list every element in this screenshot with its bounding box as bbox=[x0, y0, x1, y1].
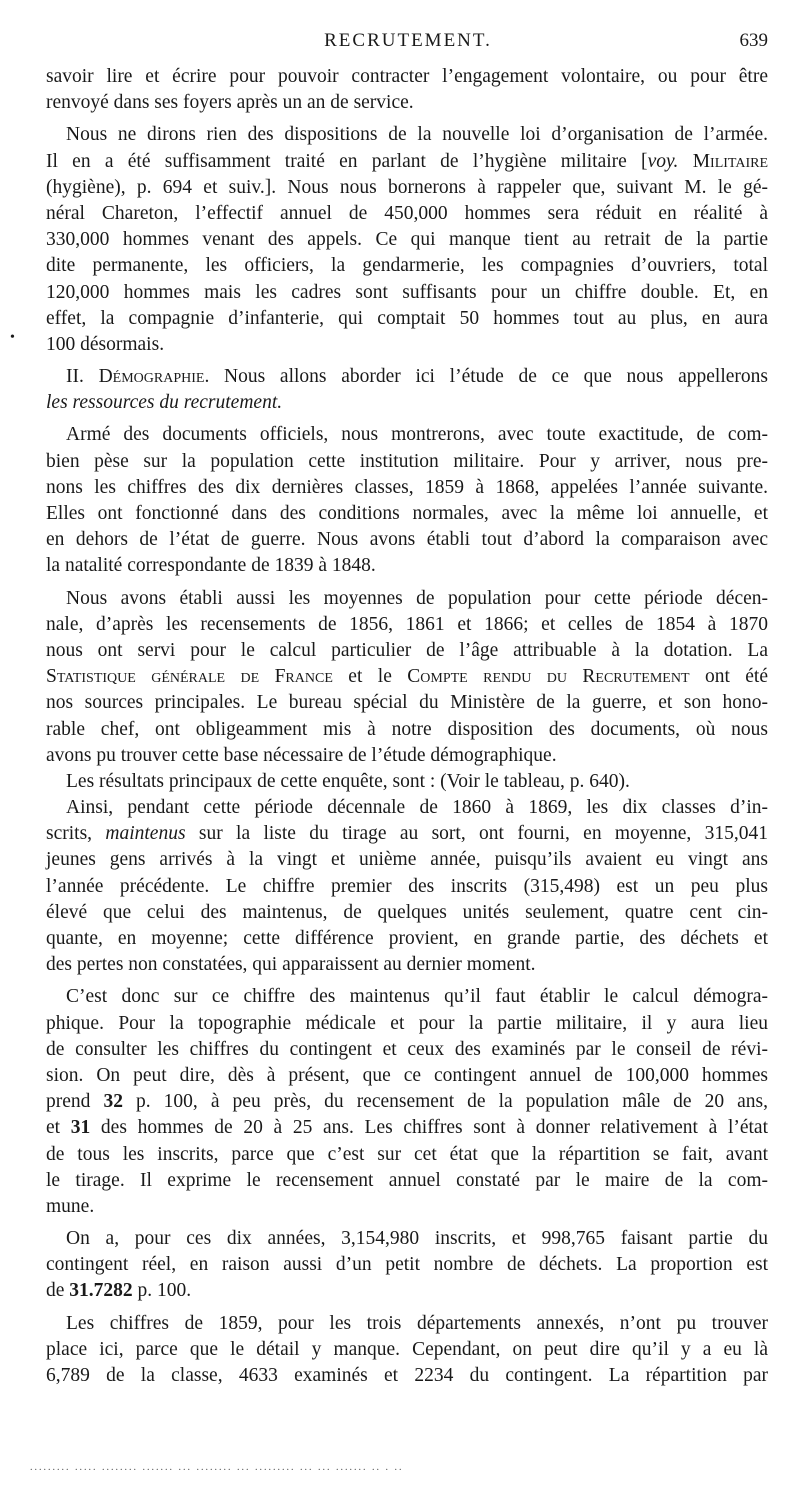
text-line bbox=[46, 306, 768, 332]
running-title: RECRUTEMENT. bbox=[324, 30, 492, 51]
text-segment: (hygiène), p. 694 et suiv.]. Nous nous bornerons à rappeler que, suivant M. le gé- bbox=[46, 176, 768, 198]
text-segment: le tirage. Il exprime le recensement annuel constaté par le maire de la com- bbox=[46, 1169, 768, 1191]
text-segment: et bbox=[46, 1117, 71, 1139]
text-line bbox=[46, 122, 768, 148]
text-line bbox=[46, 1311, 768, 1337]
text-segment: scrits, bbox=[46, 823, 106, 845]
text-segment: et le bbox=[332, 666, 408, 688]
text-segment: p. 100, à peu près, du recensement de la population mâle de 20 ans, bbox=[122, 1091, 769, 1113]
text-segment: contingent réel, en raison aussi d’un petit nombre de déchets. La proportion est bbox=[46, 1254, 768, 1276]
text-segment: phique. Pour la topographie médicale et pour la partie militaire, il y aura lieu bbox=[46, 1012, 768, 1034]
text-segment: nos sources principales. Le bureau spécial du Ministère de la guerre, et son hono- bbox=[46, 692, 768, 714]
text-line bbox=[46, 475, 768, 501]
text-line bbox=[46, 149, 768, 175]
text-line bbox=[46, 1011, 768, 1037]
text-line bbox=[46, 1037, 768, 1063]
text-segment: en dehors de l’état de guerre. Nous avons établi tout d’abord la comparaison avec bbox=[46, 529, 768, 551]
text-line bbox=[46, 795, 768, 821]
text-segment: voy. bbox=[647, 150, 679, 172]
text-segment: des pertes non constatées, qui apparaissent au dernier moment. bbox=[46, 954, 536, 976]
text-segment: sion. On peut dire, dès à présent, que ce contingent annuel de 100,000 hommes bbox=[46, 1064, 768, 1086]
text-segment: Les résultats principaux de cette enquête, sont : (Voir le tableau, p. 640). bbox=[66, 770, 630, 792]
text-segment bbox=[678, 151, 692, 172]
text-line bbox=[46, 1252, 768, 1278]
running-head bbox=[46, 30, 770, 56]
text-segment: prend bbox=[46, 1091, 104, 1113]
text-line bbox=[46, 332, 768, 358]
text-segment: Il en a été suffisamment traité en parlant de l’hygiène militaire [ bbox=[46, 150, 648, 172]
text-segment: Nous avons établi aussi les moyennes de population pour cette période décen- bbox=[66, 587, 768, 609]
text-line bbox=[46, 874, 768, 900]
text-line bbox=[46, 1115, 768, 1141]
text-segment: 6,789 de la classe, 4633 examinés et 2234 du contingent. La répartition par bbox=[46, 1365, 768, 1386]
text-line bbox=[46, 1363, 768, 1389]
text-segment: Armé des documents officiels, nous montrerons, avec toute exactitude, de com- bbox=[66, 424, 768, 446]
text-segment: effet, la compagnie d’infanterie, qui comptait 50 hommes tout au plus, en aura bbox=[46, 307, 768, 329]
text-segment: de bbox=[46, 1280, 70, 1302]
text-line bbox=[46, 64, 768, 90]
text-segment: l’année précédente. Le chiffre premier des inscrits (315,498) est un peu plus bbox=[46, 875, 768, 897]
text-line bbox=[46, 527, 768, 553]
text-line bbox=[46, 280, 768, 306]
text-line bbox=[46, 664, 768, 690]
text-line bbox=[46, 821, 768, 847]
text-line bbox=[46, 449, 768, 475]
text-segment: p. 100. bbox=[132, 1280, 192, 1302]
text-line bbox=[46, 717, 768, 743]
text-segment: jeunes gens arrivés à la vingt et unième année, puisqu’ils avaient eu vingt ans bbox=[46, 849, 768, 871]
text-line bbox=[46, 553, 768, 579]
text-segment: 120,000 hommes mais les cadres sont suffisants pour un chiffre double. Et, en bbox=[46, 281, 768, 303]
text-segment: 330,000 hommes venant des appels. Ce qui manque tient au retrait de la partie bbox=[46, 229, 768, 251]
text-segment: Statistique générale de France bbox=[46, 666, 333, 688]
text-segment: Nous ne dirons rien des dispositions de la nouvelle loi d’organisation de l’armée. bbox=[66, 124, 768, 146]
text-line bbox=[46, 253, 768, 279]
body-text bbox=[46, 64, 768, 1389]
text-line bbox=[46, 984, 768, 1010]
text-line bbox=[46, 769, 768, 795]
text-segment: 100 désormais. bbox=[46, 333, 165, 355]
text-line bbox=[46, 1168, 768, 1194]
text-segment: On a, pour ces dix années, 3,154,980 inscrits, et 998,765 faisant partie du bbox=[66, 1228, 768, 1250]
text-segment: nous ont servi pour le calcul particulier de l’âge attribuable à la dotation. La bbox=[46, 639, 768, 661]
text-segment: dite permanente, les officiers, la gendarmerie, les compagnies d’ouvriers, total bbox=[46, 255, 768, 277]
text-segment: savoir lire et écrire pour pouvoir contracter l’engagement volontaire, ou pour être bbox=[46, 66, 768, 87]
text-segment: 31 bbox=[70, 1117, 91, 1139]
text-segment: Les chiffres de 1859, pour les trois départements annexés, n’ont pu trouver bbox=[66, 1312, 768, 1334]
text-line bbox=[46, 743, 768, 769]
text-segment: avons pu trouver cette base nécessaire de l’étude démographique. bbox=[46, 744, 557, 766]
text-line bbox=[46, 1226, 768, 1252]
text-line bbox=[46, 422, 768, 448]
text-segment: de consulter les chiffres du contingent et ceux des examinés par le conseil de révi- bbox=[46, 1038, 768, 1060]
text-segment: la natalité correspondante de 1839 à 1848. bbox=[46, 555, 376, 577]
text-line bbox=[46, 847, 768, 873]
text-line bbox=[46, 586, 768, 612]
text-segment: Nous allons aborder ici l’étude de ce que nous appellerons bbox=[209, 366, 768, 388]
text-segment: 31.7282 bbox=[69, 1280, 133, 1302]
text-line bbox=[46, 900, 768, 926]
margin-mark: • bbox=[10, 330, 15, 345]
text-segment: Démographie. bbox=[98, 366, 210, 388]
text-line bbox=[46, 1063, 768, 1089]
text-line bbox=[46, 364, 768, 390]
text-segment: Compte rendu du Recrutement bbox=[407, 666, 690, 688]
text-line bbox=[46, 690, 768, 716]
text-segment: sur la liste du tirage au sort, ont fourni, en moyenne, 315,041 bbox=[185, 823, 768, 845]
text-segment: néral Chareton, l’effectif annuel de 450,000 hommes sera réduit en réalité à bbox=[46, 202, 768, 224]
text-line bbox=[46, 390, 768, 416]
text-segment: 32 bbox=[103, 1091, 123, 1113]
text-segment: place ici, parce que le détail y manque. Cependant, on peut dire qu’il y a eu là bbox=[46, 1338, 768, 1360]
text-line bbox=[46, 1142, 768, 1168]
text-line bbox=[46, 612, 768, 638]
text-line bbox=[46, 952, 768, 978]
text-segment: quante, en moyenne; cette différence provient, en grande partie, des déchets et bbox=[46, 928, 768, 949]
text-segment: Militaire bbox=[692, 150, 768, 172]
text-segment: élevé que celui des maintenus, de quelques unités seulement, quatre cent cin- bbox=[46, 901, 768, 923]
footer-dots: ......... ..... ........ ....... ... ........ ... ......... ... ... ....... .. . .. bbox=[30, 1462, 404, 1473]
text-segment: maintenus bbox=[105, 823, 186, 845]
text-segment: rable chef, ont obligeamment mis à notre disposition des documents, où nous bbox=[46, 718, 768, 740]
text-segment: C’est donc sur ce chiffre des maintenus qu’il faut établir le calcul démogra- bbox=[66, 986, 768, 1008]
text-segment: ont été bbox=[689, 666, 768, 688]
text-line bbox=[46, 501, 768, 527]
text-segment: mune. bbox=[46, 1195, 95, 1217]
text-line bbox=[46, 1089, 768, 1115]
text-line bbox=[46, 638, 768, 664]
text-line bbox=[46, 175, 768, 201]
text-segment: Elles ont fonctionné dans des conditions normales, avec la même loi annuelle, et bbox=[46, 503, 768, 524]
text-line bbox=[46, 227, 768, 253]
page-number: 639 bbox=[739, 30, 768, 51]
text-segment: II. bbox=[66, 366, 99, 388]
text-segment: renvoyé dans ses foyers après un an de service. bbox=[46, 92, 414, 114]
text-segment: de tous les inscrits, parce que c’est sur cet état que la répartition se fait, avant bbox=[46, 1143, 768, 1165]
text-segment: des hommes de 20 à 25 ans. Les chiffres sont à donner relativement à l’état bbox=[90, 1117, 769, 1139]
text-line bbox=[46, 1278, 768, 1304]
text-segment: les ressources du recrutement. bbox=[46, 392, 283, 414]
text-segment: bien pèse sur la population cette institution militaire. Pour y arriver, nous pre- bbox=[46, 450, 768, 472]
text-line bbox=[46, 1194, 768, 1220]
text-line bbox=[46, 1337, 768, 1363]
text-line bbox=[46, 926, 768, 952]
text-segment: nale, d’après les recensements de 1856, 1861 et 1866; et celles de 1854 à 1870 bbox=[46, 613, 768, 635]
text-line bbox=[46, 201, 768, 227]
text-segment: Ainsi, pendant cette période décennale de 1860 à 1869, les dix classes d’in- bbox=[66, 797, 768, 819]
text-segment: nons les chiffres des dix dernières classes, 1859 à 1868, appelées l’année suivante. bbox=[46, 476, 768, 498]
text-line bbox=[46, 90, 768, 116]
